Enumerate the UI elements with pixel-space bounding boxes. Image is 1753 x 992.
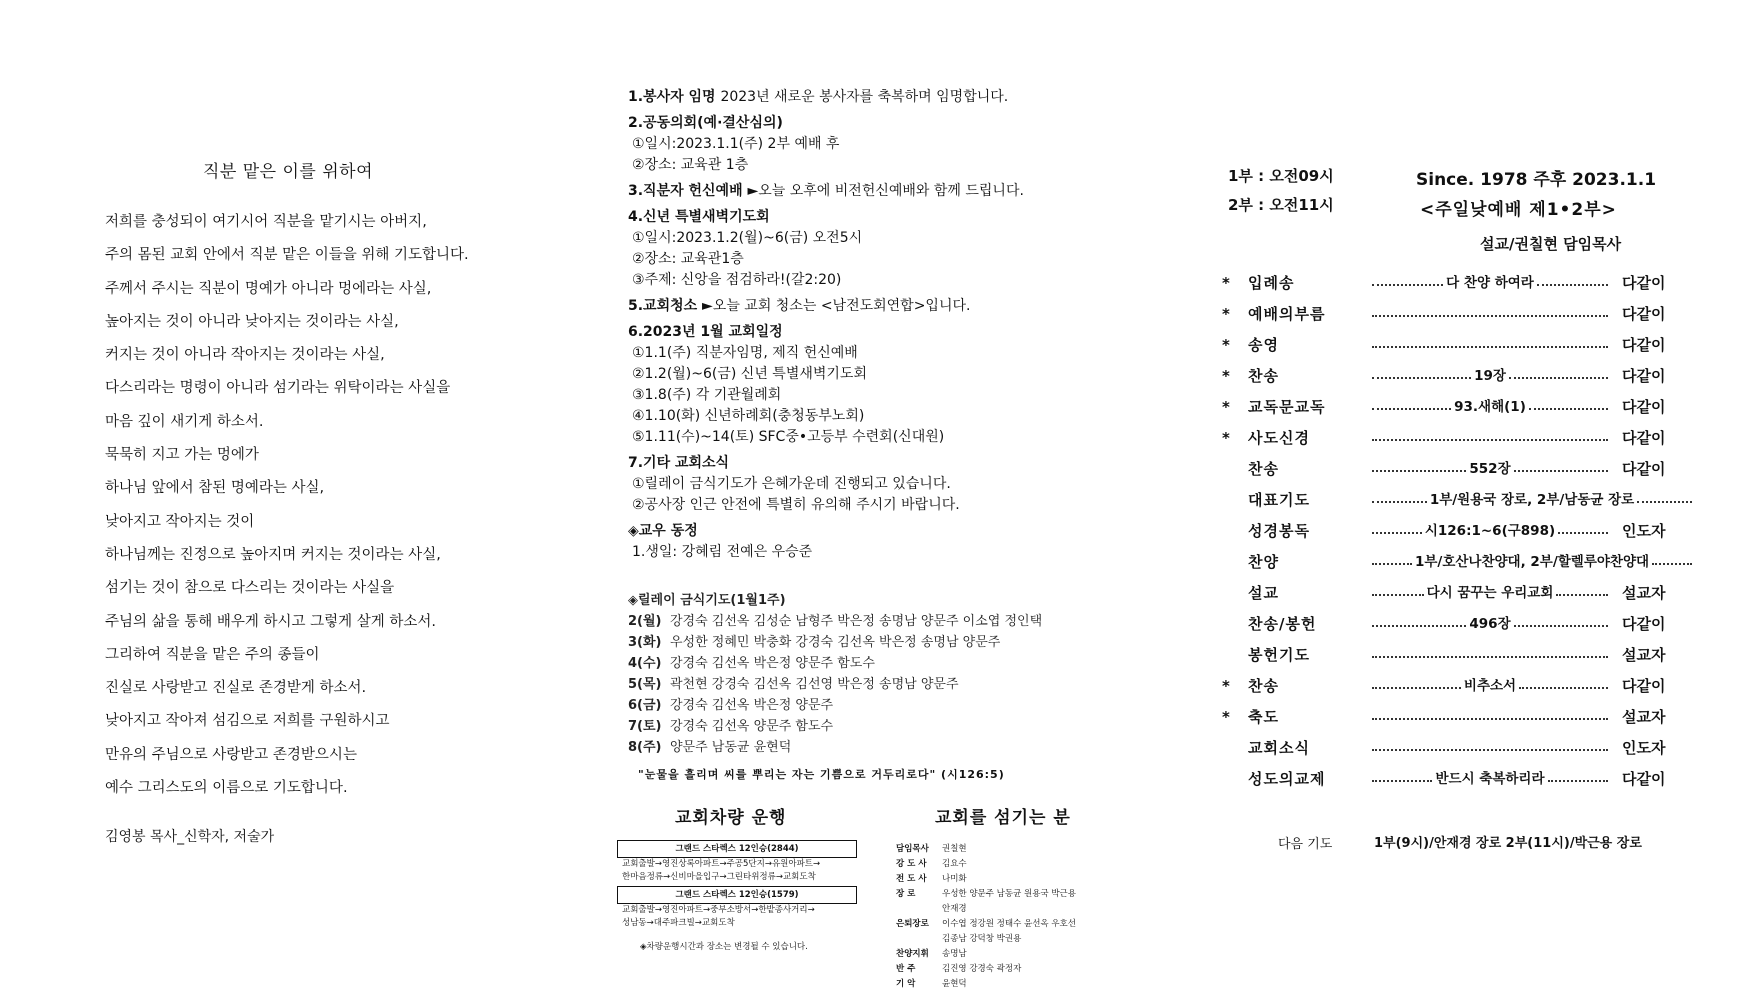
worship-order-leader: 인도자 — [1622, 739, 1666, 757]
worship-order-content — [1372, 454, 1608, 485]
worship-order-content — [1372, 361, 1608, 392]
announcement-detail: ③주제: 신앙을 점검하라!(갈2:20) — [632, 272, 842, 288]
fasting-prayer-names: 강경숙 김선옥 박은정 양문주 — [670, 698, 834, 713]
announcement-heading — [628, 206, 1088, 228]
prayer-line: 그리하여 직분을 맡은 주의 종들이 — [105, 646, 320, 663]
announcement-text: 2023년 새로운 봉사자를 축복하며 임명합니다. — [720, 89, 1009, 105]
worship-order-leader: 설교자 — [1622, 708, 1666, 726]
prayer-line: 하나님 앞에서 참된 명예라는 사실, — [105, 480, 325, 497]
worship-order-detail: 1부/원용국 장로, 2부/남동균 장로 — [1429, 492, 1635, 508]
prayer-line: 하나님께는 진정으로 높아지며 커지는 것이라는 사실, — [105, 546, 441, 563]
staff-names: 윤현덕 — [942, 979, 967, 989]
worship-order-leader: 다같이 — [1622, 615, 1666, 633]
church-staff-list — [896, 842, 1076, 992]
worship-order-detail: 1부/호산나찬양대, 2부/할렐루야찬양대 — [1414, 554, 1650, 570]
worship-title: <주일낮예배 제1•2부> — [1420, 200, 1617, 220]
worship-order-detail: 비추소서 — [1463, 678, 1517, 694]
dot-leader — [1537, 284, 1608, 286]
prayer-line: 주의 몸된 교회 안에서 직분 맡은 이들을 위해 기도합니다. — [105, 247, 469, 264]
worship-order-content — [1372, 764, 1608, 795]
dot-leader — [1372, 470, 1466, 472]
worship-order-detail: 다 찬양 하여라 — [1446, 275, 1534, 291]
announcement-detail: ①일시:2023.1.2(월)~6(금) 오전5시 — [632, 230, 863, 246]
staff-role: 은퇴장로 — [896, 919, 929, 929]
dot-leader — [1372, 408, 1451, 410]
worship-order-content — [1372, 312, 1608, 317]
standing-marker: * — [1222, 398, 1230, 416]
staff-row — [896, 932, 1076, 947]
staff-names: 이수엽 정강원 정태수 윤선옥 우호선 — [942, 919, 1076, 929]
prayer-line: 묵묵히 지고 가는 멍에가 — [105, 447, 259, 464]
announcement-detail: 1.생일: 강혜림 전예은 우승준 — [632, 544, 813, 560]
announcement-title: 3.직분자 헌신예배 — [628, 183, 743, 199]
worship-order-content — [1372, 671, 1608, 702]
worship-order-item: 사도신경 — [1248, 429, 1310, 447]
staff-role: 담임목사 — [896, 844, 929, 854]
vehicle-1-route — [622, 858, 820, 884]
preacher: 설교/권칠현 담임목사 — [1480, 235, 1622, 253]
fasting-prayer-row — [628, 653, 1042, 674]
fasting-prayer-names: 강경숙 김선옥 김성순 남형주 박은정 송명남 양문주 이소엽 정인택 — [670, 614, 1043, 629]
worship-order-leader: 설교자 — [1622, 584, 1666, 602]
staff-names: 송명남 — [942, 949, 967, 959]
announcement-heading — [628, 112, 1088, 134]
worship-order-leader: 다같이 — [1622, 274, 1666, 292]
worship-order-content — [1372, 516, 1608, 547]
bulletin-date: Since. 1978 주후 2023.1.1 — [1416, 170, 1657, 190]
worship-order-leader: 인도자 — [1622, 522, 1666, 540]
announcement-text: ►오늘 오후에 비전헌신예배와 함께 드립니다. — [747, 183, 1024, 199]
vehicle-2-route-line: 교회출발→영진아파트→중부소방서→한밭종사거리→ — [622, 905, 815, 915]
worship-order-item: 성경봉독 — [1248, 522, 1310, 540]
prayer-line: 낮아지고 작아지는 것이 — [105, 513, 255, 530]
staff-row — [896, 917, 1076, 932]
staff-row — [896, 977, 1076, 992]
vehicle-2-route — [622, 904, 815, 930]
dot-leader — [1514, 625, 1608, 627]
announcement-heading — [628, 520, 1088, 542]
worship-order-content — [1372, 609, 1608, 640]
staff-section-title: 교회를 섬기는 분 — [935, 808, 1071, 828]
worship-order-row — [1222, 547, 1692, 578]
staff-role: 강 도 사 — [896, 859, 927, 869]
order-of-worship — [1222, 268, 1692, 795]
staff-row — [896, 842, 1076, 857]
standing-marker: * — [1222, 305, 1230, 323]
worship-order-row — [1222, 578, 1692, 609]
fasting-prayer-day: 8(주) — [628, 740, 662, 755]
worship-order-item: 교회소식 — [1248, 739, 1310, 757]
worship-order-row — [1222, 609, 1692, 640]
scripture-verse: "눈물을 흘리며 씨를 뿌리는 자는 기쁨으로 거두리로다" (시126:5) — [638, 768, 1005, 781]
fasting-prayer-heading: ◈릴레이 금식기도(1월1주) — [628, 593, 786, 608]
staff-names: 권칠현 — [942, 844, 967, 854]
announcement-spacer — [628, 563, 1088, 567]
staff-names: 김요수 — [942, 859, 967, 869]
worship-order-leader: 다같이 — [1622, 677, 1666, 695]
worship-order-item: 찬양 — [1248, 553, 1279, 571]
announcement-detail: ①1.1(주) 직분자임명, 제직 헌신예배 — [632, 345, 858, 361]
worship-order-leader: 다같이 — [1622, 429, 1666, 447]
standing-marker: * — [1222, 708, 1230, 726]
announcement-detail: ①릴레이 금식기도가 은혜가운데 진행되고 있습니다. — [632, 476, 951, 492]
vehicle-1-route-line: 한마음정류→신비마을입구→그린타위정류→교회도착 — [622, 872, 816, 882]
worship-order-row — [1222, 392, 1692, 423]
worship-order-content — [1372, 436, 1608, 441]
dot-leader — [1372, 625, 1466, 627]
worship-order-detail: 다시 꿈꾸는 우리교회 — [1426, 585, 1554, 601]
dot-leader — [1372, 284, 1443, 286]
worship-order-row — [1222, 671, 1692, 702]
announcement-detail: ④1.10(화) 신년하례회(충청동부노회) — [632, 408, 865, 424]
worship-order-content — [1372, 653, 1608, 658]
announcement-detail: ②1.2(월)~6(금) 신년 특별새벽기도회 — [632, 366, 867, 382]
staff-row — [896, 947, 1076, 962]
prayer-title: 직분 맡은 이를 위하여 — [203, 162, 374, 182]
worship-order-item: 설교 — [1248, 584, 1279, 602]
dot-leader — [1372, 780, 1432, 782]
worship-order-detail: 552장 — [1469, 461, 1511, 477]
worship-order-item: 입례송 — [1248, 274, 1295, 292]
worship-order-detail: 496장 — [1469, 616, 1511, 632]
prayer-line: 높아지는 것이 아니라 낮아지는 것이라는 사실, — [105, 313, 399, 330]
worship-order-item: 대표기도 — [1248, 491, 1310, 509]
fasting-prayer-row — [628, 737, 1042, 758]
worship-order-leader: 다같이 — [1622, 398, 1666, 416]
staff-names: 김종남 강덕창 박권용 — [942, 934, 1022, 944]
dot-leader — [1558, 532, 1608, 534]
worship-order-item: 성도의교제 — [1248, 770, 1326, 788]
standing-marker: * — [1222, 336, 1230, 354]
worship-order-row — [1222, 423, 1692, 454]
dot-leader — [1372, 594, 1424, 596]
announcement-title: 7.기타 교회소식 — [628, 455, 730, 471]
prayer-line: 섬기는 것이 참으로 다스리는 것이라는 사실을 — [105, 580, 395, 597]
worship-order-content — [1372, 746, 1608, 751]
dot-leader — [1372, 501, 1427, 503]
dot-leader — [1514, 470, 1608, 472]
worship-order-content — [1372, 578, 1608, 609]
staff-row — [896, 962, 1076, 977]
dot-leader — [1372, 346, 1608, 348]
worship-order-row — [1222, 516, 1692, 547]
prayer-line: 낮아지고 작아져 섬김으로 저희를 구원하시고 — [105, 713, 390, 730]
vehicle-1-name: 그랜드 스타렉스 12인승(2844) — [617, 840, 857, 858]
service-time-1: 1부 : 오전09시 — [1228, 167, 1334, 185]
announcement-text: ►오늘 교회 청소는 <남전도회연합>입니다. — [702, 298, 971, 314]
worship-order-row — [1222, 640, 1692, 671]
announcement-title: 4.신년 특별새벽기도회 — [628, 209, 770, 225]
staff-names: 김진영 강경숙 곽정자 — [942, 964, 1022, 974]
worship-order-detail: 반드시 축복하리라 — [1435, 771, 1545, 787]
announcement-heading — [628, 321, 1088, 343]
announcements — [628, 86, 1088, 567]
worship-order-leader: 다같이 — [1622, 305, 1666, 323]
prayer-line: 다스리라는 명령이 아니라 섬기라는 위탁이라는 사실을 — [105, 380, 451, 397]
announcement-title: 2.공동의회(예·결산심의) — [628, 115, 783, 131]
staff-role: 기 악 — [896, 979, 916, 989]
fasting-prayer-names: 강경숙 김선옥 박은정 양문주 함도수 — [670, 656, 875, 671]
dot-leader — [1372, 718, 1608, 720]
staff-role: 장 로 — [896, 889, 916, 899]
announcement-title: 5.교회청소 — [628, 298, 698, 314]
vehicle-section-title: 교회차량 운행 — [675, 808, 787, 828]
fasting-prayer-row — [628, 674, 1042, 695]
prayer-author: 김영봉 목사_신학자, 저술가 — [105, 829, 275, 845]
fasting-prayer-row — [628, 611, 1042, 632]
staff-row — [896, 872, 1076, 887]
fasting-prayer-schedule — [628, 590, 1042, 758]
announcement-detail: ②장소: 교육관1층 — [632, 251, 744, 267]
next-prayer-value: 1부(9시)/안재경 장로 2부(11시)/박근용 장로 — [1374, 836, 1642, 851]
announcement-detail: ②공사장 인근 안전에 특별히 유의해 주시기 바랍니다. — [632, 497, 960, 513]
staff-role: 찬양지휘 — [896, 949, 929, 959]
dot-leader — [1372, 377, 1471, 379]
announcement-title: ◈교우 동정 — [628, 523, 698, 539]
announcement-detail: ⑤1.11(수)~14(토) SFC중•고등부 수련회(신대원) — [632, 429, 945, 445]
standing-marker: * — [1222, 677, 1230, 695]
announcement-title: 1.봉사자 임명 — [628, 89, 716, 105]
prayer-line: 진실로 사랑받고 진실로 존경받게 하소서. — [105, 680, 367, 697]
vehicle-2-route-line: 성남동→대주파크빌→교회도착 — [622, 918, 735, 928]
worship-order-row — [1222, 268, 1692, 299]
dot-leader — [1372, 315, 1608, 317]
fasting-prayer-names: 강경숙 김선옥 양문주 함도수 — [670, 719, 834, 734]
worship-order-content — [1372, 268, 1608, 299]
prayer-line: 저희를 충성되이 여기시어 직분을 맡기시는 아버지, — [105, 214, 427, 230]
vehicle-2-name: 그랜드 스타렉스 12인승(1579) — [617, 886, 857, 904]
dot-leader — [1372, 749, 1608, 751]
dot-leader — [1637, 501, 1692, 503]
standing-marker: * — [1222, 367, 1230, 385]
prayer-line: 마음 깊이 새기게 하소서. — [105, 413, 264, 430]
dot-leader — [1652, 563, 1692, 565]
prayer-line: 주님의 삶을 통해 배우게 하시고 그렇게 살게 하소서. — [105, 613, 437, 630]
prayer-line: 커지는 것이 아니라 작아지는 것이라는 사실, — [105, 347, 385, 364]
announcement-heading — [628, 180, 1088, 202]
dot-leader — [1372, 439, 1608, 441]
worship-order-leader: 설교자 — [1622, 646, 1666, 664]
worship-order-item: 예배의부름 — [1248, 305, 1326, 323]
worship-order-item: 축도 — [1248, 708, 1279, 726]
announcement-detail: ②장소: 교육관 1층 — [632, 157, 749, 173]
worship-order-item: 찬송 — [1248, 677, 1279, 695]
announcement-title: 6.2023년 1월 교회일정 — [628, 324, 783, 340]
dot-leader — [1372, 656, 1608, 658]
announcement-detail: ③1.8(주) 각 기관월례회 — [632, 387, 782, 403]
worship-order-leader: 다같이 — [1622, 336, 1666, 354]
worship-order-content — [1372, 547, 1692, 578]
standing-marker: * — [1222, 274, 1230, 292]
worship-order-content — [1372, 343, 1608, 348]
worship-order-content — [1372, 485, 1692, 516]
worship-order-content — [1372, 392, 1608, 423]
fasting-prayer-row — [628, 716, 1042, 737]
dot-leader — [1556, 594, 1608, 596]
dot-leader — [1519, 687, 1608, 689]
dot-leader — [1372, 532, 1422, 534]
staff-row — [896, 857, 1076, 872]
worship-order-row — [1222, 764, 1692, 795]
prayer-body — [105, 211, 575, 810]
worship-order-leader: 다같이 — [1622, 367, 1666, 385]
vehicle-1-route-line: 교회출발→영진상록아파트→주공5단지→유원아파트→ — [622, 859, 821, 869]
staff-row — [896, 887, 1076, 902]
worship-order-leader: 다같이 — [1622, 770, 1666, 788]
fasting-prayer-day: 3(화) — [628, 635, 662, 650]
fasting-prayer-day: 4(수) — [628, 656, 662, 671]
worship-order-detail: 시126:1~6(구898) — [1424, 523, 1556, 539]
dot-leader — [1372, 687, 1461, 689]
worship-order-detail: 93.새해(1) — [1454, 399, 1526, 415]
announcement-detail: ①일시:2023.1.1(주) 2부 예배 후 — [632, 136, 840, 152]
staff-names: 우성한 양문주 남동균 원용국 박근용 — [942, 889, 1076, 899]
worship-order-row — [1222, 702, 1692, 733]
prayer-line: 예수 그리스도의 이름으로 기도합니다. — [105, 780, 348, 797]
announcement-heading — [628, 86, 1088, 108]
worship-order-row — [1222, 361, 1692, 392]
staff-names: 안재경 — [942, 904, 967, 914]
vehicle-note: ◈차량운행시간과 장소는 변경될 수 있습니다. — [640, 942, 808, 952]
fasting-prayer-day: 2(월) — [628, 614, 662, 629]
fasting-prayer-row — [628, 632, 1042, 653]
prayer-line: 주께서 주시는 직분이 명예가 아니라 멍에라는 사실, — [105, 280, 432, 297]
fasting-prayer-names: 곽천현 강경숙 김선옥 김선영 박은정 송명남 양문주 — [670, 677, 959, 692]
worship-order-item: 찬송 — [1248, 460, 1279, 478]
worship-order-item: 교독문교독 — [1248, 398, 1326, 416]
dot-leader — [1548, 780, 1608, 782]
next-prayer-label: 다음 기도 — [1278, 837, 1333, 852]
worship-order-item: 찬송/봉헌 — [1248, 615, 1317, 633]
service-time-2: 2부 : 오전11시 — [1228, 196, 1334, 214]
worship-order-leader: 다같이 — [1622, 460, 1666, 478]
dot-leader — [1529, 408, 1608, 410]
standing-marker: * — [1222, 429, 1230, 447]
staff-names: 나미화 — [942, 874, 967, 884]
fasting-prayer-day: 7(토) — [628, 719, 662, 734]
prayer-line: 만유의 주님으로 사랑받고 존경받으시는 — [105, 746, 357, 763]
dot-leader — [1372, 563, 1412, 565]
fasting-prayer-day: 5(목) — [628, 677, 662, 692]
worship-order-row — [1222, 299, 1692, 330]
worship-order-row — [1222, 330, 1692, 361]
worship-order-row — [1222, 485, 1692, 516]
fasting-prayer-names: 우성한 정혜민 박충화 강경숙 김선옥 박은정 송명남 양문주 — [670, 635, 1001, 650]
dot-leader — [1509, 377, 1608, 379]
announcement-heading — [628, 295, 1088, 317]
worship-order-item: 봉헌기도 — [1248, 646, 1310, 664]
staff-row — [896, 902, 1076, 917]
staff-role: 반 주 — [896, 964, 916, 974]
worship-order-item: 찬송 — [1248, 367, 1279, 385]
fasting-prayer-row — [628, 695, 1042, 716]
staff-role: 전 도 사 — [896, 874, 927, 884]
fasting-prayer-day: 6(금) — [628, 698, 662, 713]
worship-order-content — [1372, 715, 1608, 720]
worship-order-row — [1222, 733, 1692, 764]
announcement-heading — [628, 452, 1088, 474]
fasting-prayer-names: 양문주 남동균 윤현덕 — [670, 740, 792, 755]
worship-order-row — [1222, 454, 1692, 485]
worship-order-item: 송영 — [1248, 336, 1279, 354]
worship-order-detail: 19장 — [1474, 368, 1506, 384]
